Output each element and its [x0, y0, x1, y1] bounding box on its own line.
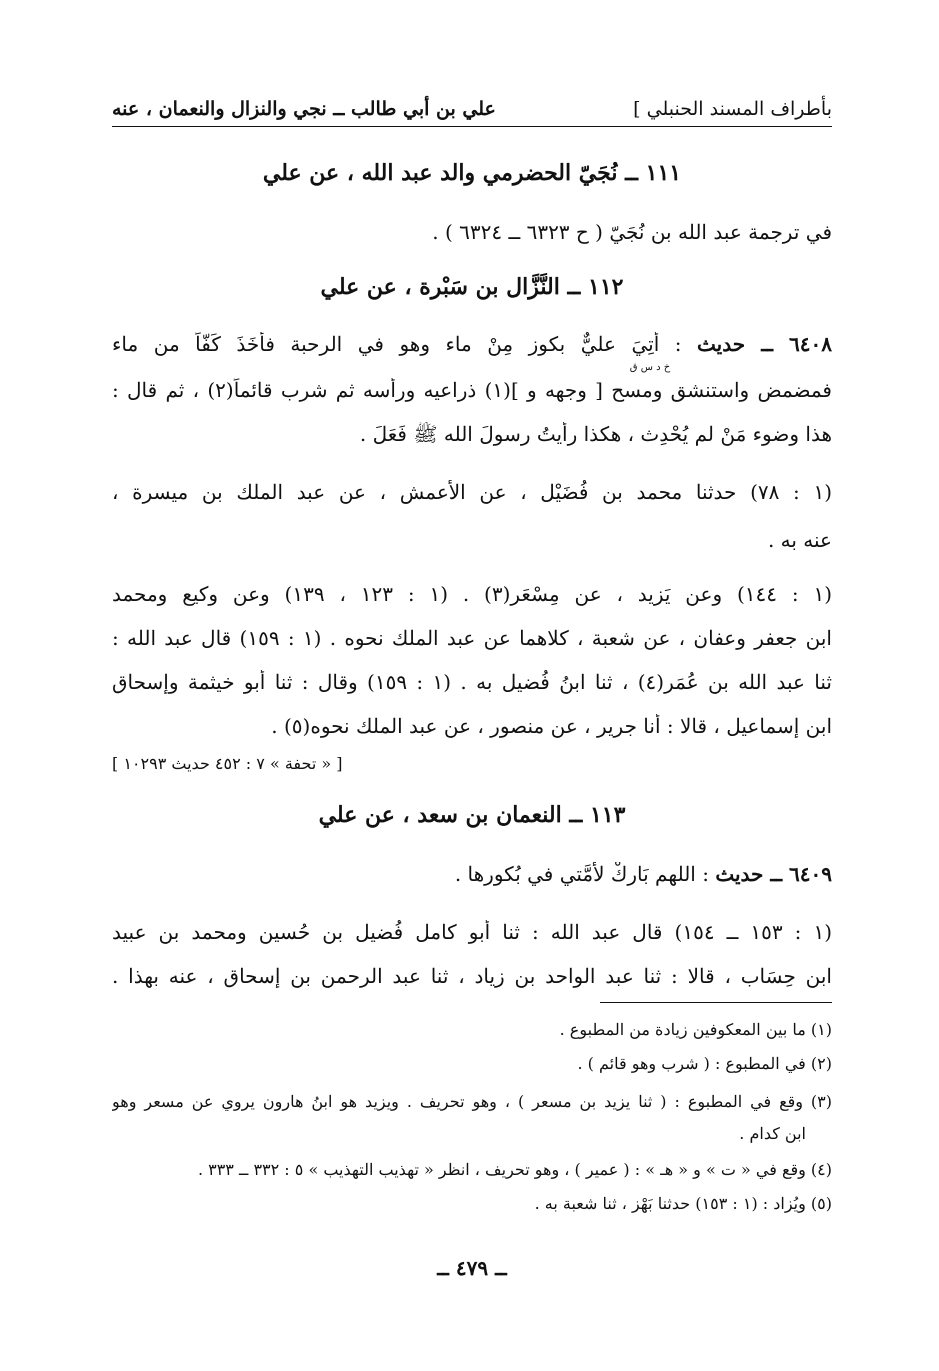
- page-number: ــ ٤٧٩ ــ: [437, 1256, 507, 1280]
- hadith-6408-line-2: فمضمض واستنشق ومسح [ وجهه و ](١) ذراعيه ورأسه ثم شرب قائماً(٢) ، ثم قال :: [112, 378, 832, 402]
- footnote-4: (٤) وقع في « ت » و « هـ » : ( عمير ) ، وهو تحريف ، انظر « تهذيب التهذيب » ٥ : ٣٣٢ ــ ٣٣٣ .: [197, 1160, 832, 1179]
- footnote-2: (٢) في المطبوع : ( شرب وهو قائم ) .: [577, 1054, 832, 1073]
- header-chapter-title: علي بن أبي طالب ــ نجي والنزال والنعمان ، عنه: [112, 98, 496, 120]
- hadith-6409-number: ٦٤٠٩ ــ حديث: [715, 862, 832, 886]
- section-111-reference: في ترجمة عبد الله بن نُجَيّ ( ح ٦٣٢٣ ــ ٦٣٢٤ ) .: [432, 220, 832, 244]
- hadith-6408-line-3: هذا وضوء مَنْ لم يُحْدِث ، هكذا رأيتُ رسولَ الله ﷺ فَعَلَ .: [359, 422, 832, 446]
- section-111-title: ١١١ ــ نُجَيّ الحضرمي والد عبد الله ، عن علي: [262, 160, 682, 186]
- footnote-3-continued: ابن كدام .: [739, 1124, 806, 1143]
- isnad-2-line-4: ابن إسماعيل ، قالا : أنا جرير ، عن منصور ، عن عبد الملك نحوه(٥) .: [271, 714, 832, 738]
- footnote-5: (٥) ويُزاد : (١ : ١٥٣) حدثنا بَهْز ، ثنا شعبة به .: [534, 1194, 832, 1213]
- running-header: [112, 92, 832, 127]
- hadith-6409-isnad-1: (١ : ١٥٣ ــ ١٥٤) قال عبد الله : ثنا أبو كامل فُضيل بن حُسين ومحمد بن عبيد: [112, 920, 832, 944]
- isnad-2-line-3: ثنا عبد الله بن عُمَر(٤) ، ثنا ابنُ فُضيل به . (١ : ١٥٩) وقال : ثنا أبو خيثمة وإسحاق: [112, 670, 832, 694]
- header-book-title: بأطراف المسند الحنبلي ]: [633, 98, 832, 120]
- hadith-6409-line: [112, 862, 832, 886]
- isnad-1-line-1: (١ : ٧٨) حدثنا محمد بن فُضَيْل ، عن الأعمش ، عن عبد الملك بن ميسرة ،: [112, 480, 832, 504]
- section-112-title: ١١٢ ــ النَّزَّال بن سَبْرة ، عن علي: [320, 274, 624, 300]
- isnad-2-line-1: (١ : ١٤٤) وعن يَزِيد ، عن مِسْعَر(٣) . (١ : ١٢٣ ، ١٣٩) وعن وكيع ومحمد: [112, 582, 832, 606]
- footnote-1: (١) ما بين المعكوفين زيادة من المطبوع .: [559, 1020, 832, 1039]
- footnote-separator: [600, 1002, 832, 1003]
- hadith-6408-number: ٦٤٠٨ ــ حديث: [697, 332, 832, 356]
- section-113-title: ١١٣ ــ النعمان بن سعد ، عن علي: [318, 802, 626, 828]
- hadith-6408-line-1: [112, 332, 832, 356]
- tuhfa-reference: [ « تحفة » ٧ : ٤٥٢ حديث ١٠٢٩٣ ]: [112, 754, 343, 773]
- footnote-3: (٣) وقع في المطبوع : ( ثنا يزيد بن مسعر ) ، وهو تحريف . ويزيد هو ابنُ هارون يروي عن مسعر وهو: [112, 1092, 832, 1111]
- isnad-2-line-2: ابن جعفر وعفان ، عن شعبة ، كلاهما عن عبد الملك نحوه . (١ : ١٥٩) قال عبد الله :: [112, 626, 832, 650]
- hadith-6409-isnad-2: ابن حِسَاب ، قالا : ثنا عبد الواحد بن زياد ، ثنا عبد الرحمن بن إسحاق ، عنه بهذا .: [112, 964, 832, 988]
- hadith-6408-sigla: خ د س ق: [629, 362, 671, 373]
- hadith-6409-text: : اللهم بَارِكْ لأُمَّتي في بُكورها .: [454, 862, 709, 886]
- isnad-1-line-2: عنه به .: [767, 528, 832, 552]
- hadith-6408-text-1: : أُتِيَ عليٌّ بكوزٍ مِنْ ماء وهو في الرحبة فأَخَذَ كَفّاً من ماء: [112, 332, 682, 356]
